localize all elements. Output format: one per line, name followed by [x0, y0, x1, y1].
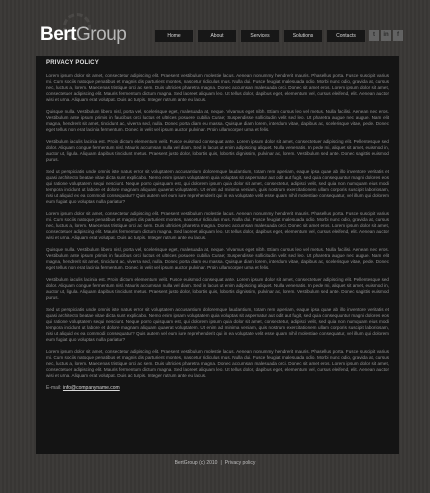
header: [0, 0, 430, 48]
footer: [0, 460, 430, 466]
paragraph: Vestibulum iaculis lacinia est. Proin dictum elementum velit. Fusce euismod consequat ante. Lorem ipsum dolor sit amet, consectetuer adipiscing elit. Pellentesque sed dolor. Aliquam congue fermentum nisl. Mauris accumsan nulla vel diam. Sed in lacus ut enim adipiscing aliquet. Nulla venenatis. In pede mi, aliquet sit amet, euismod in, auctor ut, ligula. Aliquam dapibus tincidunt metus. Praesent justo dolor, lobortis quis, lobortis dignissim, pulvinar ac, lorem. Vestibulum sed ante. Donec sagittis euismod purus.: [46, 139, 389, 162]
content-panel: [36, 56, 399, 454]
privacy-policy-link[interactable]: Privacy policy: [224, 460, 256, 466]
email-line: [46, 385, 389, 391]
footer-separator: |: [220, 460, 222, 466]
paragraph: Lorem ipsum dolor sit amet, consectetur adipiscing elit. Praesent vestibulum molestie lacus. Aenean nonummy hendrerit mauris. Phasellus porta. Fusce suscipit varius mi. Cum sociis natoque penatibus et magnis dis parturient montes, nascetur ridiculus mus. Nulla dui. Fusce feugiat malesuada odio. Morbi nunc odio, gravida at, cursus nec, luctus a, lorem. Maecenas tristique orci ac sem. Duis ultricies pharetra magna. Donec accumsan malesuada orci. Donec sit amet eros. Lorem ipsum dolor sit amet, consectetuer adipiscing elit. Mauris fermentum dictum magna. Sed laoreet aliquam leo. Ut tellus dolor, dapibus eget, elementum vel, cursus eleifend, elit. Aenean auctor wisi et urna. Aliquam erat volutpat. Duis ac turpis. Integer rutrum ante eu lacus.: [46, 73, 389, 102]
copyright-text: BertGroup (c) 2010: [174, 460, 218, 466]
nav-services[interactable]: Services: [241, 30, 279, 42]
paragraph: Quisque nulla. Vestibulum libero nisl, porta vel, scelerisque eget, malesuada at, neque. Vivamus eget nibh. Etiam cursus leo vel metus. Nulla facilisi. Aenean nec eros. Vestibulum ante ipsum primis in faucibus orci luctus et ultrices posuere cubilia Curae; Suspendisse sollicitudin velit sed leo. Ut pharetra augue nec augue. Nam elit magna, hendrerit sit amet, tincidunt ac, viverra sed, nulla. Donec porta diam eu massa. Quisque diam lorem, interdum vitae, dapibus ac, scelerisque vitae, pede. Donec eget tellus non erat lacinia fermentum. Donec in velit vel ipsum auctor pulvinar. Proin ullamcorper urna et felis.: [46, 109, 389, 132]
main-nav: [155, 30, 365, 42]
paragraph: Vestibulum iaculis lacinia est. Proin dictum elementum velit. Fusce euismod consequat ante. Lorem ipsum dolor sit amet, consectetuer adipiscing elit. Pellentesque sed dolor. Aliquam congue fermentum nisl. Mauris accumsan nulla vel diam. Sed in lacus ut enim adipiscing aliquet. Nulla venenatis. In pede mi, aliquet sit amet, euismod in, auctor ut, ligula. Aliquam dapibus tincidunt metus. Praesent justo dolor, lobortis quis, lobortis dignissim, pulvinar ac, lorem. Vestibulum sed ante. Donec sagittis euismod purus.: [46, 277, 389, 300]
page-title: PRIVACY POLICY: [46, 60, 99, 66]
nav-home[interactable]: Home: [155, 30, 193, 42]
email-link[interactable]: info@companyname.com: [62, 385, 120, 391]
social-links: [369, 30, 403, 41]
nav-solutions[interactable]: Solutions: [284, 30, 322, 42]
logo[interactable]: [40, 25, 126, 44]
facebook-icon[interactable]: f: [393, 30, 403, 41]
twitter-icon[interactable]: t: [369, 30, 379, 41]
nav-contacts[interactable]: Contacts: [327, 30, 365, 42]
paragraph: Sed ut perspiciatis unde omnis iste natus error sit voluptatem accusantium doloremque laudantium, totam rem aperiam, eaque ipsa quae ab illo inventore veritatis et quasi architecto beatae vitae dicta sunt explicabo. Nemo enim ipsam voluptatem quia voluptas sit aspernatur aut odit aut fugit, sed quia consequuntur magni dolores eos qui ratione voluptatem sequi nesciunt. Neque porro quisquam est, qui dolorem ipsum quia dolor sit amet, consectetur, adipisci velit, sed quia non numquam eius modi tempora incidunt ut labore et dolore magnam aliquam quaerat voluptatem. Ut enim ad minima veniam, quis nostrum exercitationem ullam corporis suscipit laboriosam, nisi ut aliquid ex ea commodi consequatur? Quis autem vel eum iure reprehenderit qui in ea voluptate velit esse quam nihil molestiae consequatur, vel illum qui dolorem eum fugiat quo voluptas nulla pariatur?: [46, 169, 389, 204]
paragraph: Sed ut perspiciatis unde omnis iste natus error sit voluptatem accusantium doloremque laudantium, totam rem aperiam, eaque ipsa quae ab illo inventore veritatis et quasi architecto beatae vitae dicta sunt explicabo. Nemo enim ipsam voluptatem quia voluptas sit aspernatur aut odit aut fugit, sed quia consequuntur magni dolores eos qui ratione voluptatem sequi nesciunt. Neque porro quisquam est, qui dolorem ipsum quia dolor sit amet, consectetur, adipisci velit, sed quia non numquam eius modi tempora incidunt ut labore et dolore magnam aliquam quaerat voluptatem. Ut enim ad minima veniam, quis nostrum exercitationem ullam corporis suscipit laboriosam, nisi ut aliquid ex ea commodi consequatur? Quis autem vel eum iure reprehenderit qui in ea voluptate velit esse quam nihil molestiae consequatur, vel illum qui dolorem eum fugiat quo voluptas nulla pariatur?: [46, 307, 389, 342]
email-label: E-mail:: [46, 385, 62, 391]
paragraph: Quisque nulla. Vestibulum libero nisl, porta vel, scelerisque eget, malesuada at, neque. Vivamus eget nibh. Etiam cursus leo vel metus. Nulla facilisi. Aenean nec eros. Vestibulum ante ipsum primis in faucibus orci luctus et ultrices posuere cubilia Curae; Suspendisse sollicitudin velit sed leo. Ut pharetra augue nec augue. Nam elit magna, hendrerit sit amet, tincidunt ac, viverra sed, nulla. Donec porta diam eu massa. Quisque diam lorem, interdum vitae, dapibus ac, scelerisque vitae, pede. Donec eget tellus non erat lacinia fermentum. Donec in velit vel ipsum auctor pulvinar. Proin ullamcorper urna et felis.: [46, 247, 389, 270]
nav-about[interactable]: About: [198, 30, 236, 42]
logo-part-2: Group: [76, 24, 127, 45]
paragraph: Lorem ipsum dolor sit amet, consectetur adipiscing elit. Praesent vestibulum molestie lacus. Aenean nonummy hendrerit mauris. Phasellus porta. Fusce suscipit varius mi. Cum sociis natoque penatibus et magnis dis parturient montes, nascetur ridiculus mus. Nulla dui. Fusce feugiat malesuada odio. Morbi nunc odio, gravida at, cursus nec, luctus a, lorem. Maecenas tristique orci ac sem. Duis ultricies pharetra magna. Donec accumsan malesuada orci. Donec sit amet eros. Lorem ipsum dolor sit amet, consectetuer adipiscing elit. Mauris fermentum dictum magna. Sed laoreet aliquam leo. Ut tellus dolor, dapibus eget, elementum vel, cursus eleifend, elit. Aenean auctor wisi et urna. Aliquam erat volutpat. Duis ac turpis. Integer rutrum ante eu lacus.: [46, 349, 389, 378]
paragraph: Lorem ipsum dolor sit amet, consectetur adipiscing elit. Praesent vestibulum molestie lacus. Aenean nonummy hendrerit mauris. Phasellus porta. Fusce suscipit varius mi. Cum sociis natoque penatibus et magnis dis parturient montes, nascetur ridiculus mus. Nulla dui. Fusce feugiat malesuada odio. Morbi nunc odio, gravida at, cursus nec, luctus a, lorem. Maecenas tristique orci ac sem. Duis ultricies pharetra magna. Donec accumsan malesuada orci. Donec sit amet eros. Lorem ipsum dolor sit amet, consectetuer adipiscing elit. Mauris fermentum dictum magna. Sed laoreet aliquam leo. Ut tellus dolor, dapibus eget, elementum vel, cursus eleifend, elit. Aenean auctor wisi et urna. Aliquam erat volutpat. Duis ac turpis. Integer rutrum ante eu lacus.: [46, 211, 389, 240]
logo-part-1: Bert: [40, 24, 77, 45]
linkedin-icon[interactable]: in: [381, 30, 391, 41]
